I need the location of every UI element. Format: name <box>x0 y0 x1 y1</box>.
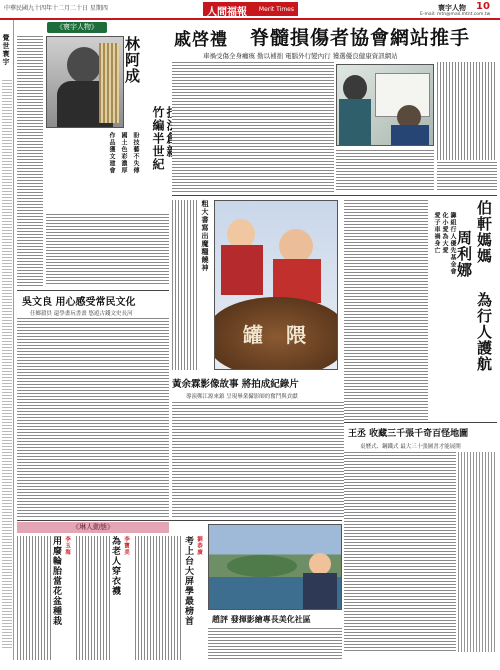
qi-article-text <box>172 62 334 192</box>
text-1 <box>17 536 51 660</box>
tag-bottom: 《琳人動態》 <box>17 522 169 534</box>
bo-article-text <box>344 200 428 420</box>
jar-caption: 粗大書寫出魔糧饒神 <box>201 200 210 272</box>
huang-vertical-text <box>172 200 198 370</box>
rule-bottom <box>17 520 342 521</box>
title-3: 考上台大屏學最榜首 <box>183 536 193 626</box>
bottom-story-3 <box>135 536 205 660</box>
qi-name: 戚啓禮 <box>174 30 228 50</box>
lin-title-a: 竹編半世紀 <box>151 106 165 171</box>
huang-subtitle: 導演鄭江源來鎮 呈現畢業攝影師的奮鬥與貢獻 <box>186 394 298 400</box>
bo-title: 為行人護航 <box>475 292 493 372</box>
wang-subtitle: 桌曆式、鋼鐵式 最大三十張圖書才能展開 <box>360 444 461 450</box>
mural-photo <box>208 524 342 610</box>
lin-subheads <box>101 132 146 212</box>
text-3 <box>135 536 181 660</box>
qi-subtitle: 車禍受傷全身癱瘓 勤以補拙 電腦外行變內行 獲選優良健康資訊網站 <box>203 52 398 60</box>
page-number: 10 <box>476 1 490 12</box>
wu-subtitle: 任鄉殺員 還學畫玩書畫 悠遊古錢文史長河 <box>30 311 133 317</box>
lin-article-text-left <box>17 36 43 286</box>
mural-caption: 趙評 發揮影繪專長美化社區 <box>212 614 311 624</box>
qi-article-text-2 <box>336 150 434 192</box>
lin-name: 林阿成 <box>123 36 141 84</box>
wang-article-text <box>344 452 456 652</box>
section-name: 寰宇人物 <box>438 4 466 12</box>
title-2: 為老人穿衣襪 <box>110 536 120 596</box>
email-line: E-mail: mtn@mail.mtnt.com.tw <box>420 12 491 17</box>
qi-article-text-3 <box>437 162 497 192</box>
lin-article-text <box>46 214 169 286</box>
bo-name-b: 周利娜 <box>455 230 473 278</box>
byline-2: 李寶美 <box>123 536 129 556</box>
rule-wu <box>17 290 169 291</box>
qi-photo <box>336 64 434 146</box>
masthead-logo: 人間福報 Merit Times <box>203 2 298 16</box>
bo-sub-b: 化小愛為大愛 <box>441 212 448 254</box>
wang-vertical-text <box>458 452 497 652</box>
lin-note-a: 作品獲文建會 <box>108 132 115 174</box>
header-rule <box>0 18 500 20</box>
bo-sub-a: 愛子車禍身亡 <box>433 212 440 254</box>
lin-note-c: 盼技藝不失傳 <box>132 132 139 174</box>
mural-text <box>208 628 342 660</box>
rule-wang <box>344 422 497 423</box>
date-line: 中華民國九十四年十二月二十日 星期四 <box>4 5 108 12</box>
wu-article-text <box>17 318 169 518</box>
bo-name-a: 伯軒媽媽 <box>475 200 493 264</box>
wang-title: 王丞 收藏三千張千奇百怪地圖 <box>348 429 469 439</box>
sidebar-text <box>2 80 12 650</box>
wu-title: 吳文良 用心感受常民文化 <box>22 297 136 308</box>
byline-3: 劉恭廣 <box>196 536 202 556</box>
sidebar-label: 覺世寰宇 <box>2 34 10 66</box>
rule-mid <box>172 195 497 196</box>
tag-top: 《寰宇人物》 <box>17 22 169 34</box>
text-2 <box>76 536 110 660</box>
jar-photo: 罐 隈 <box>214 200 338 370</box>
qi-vertical-text <box>437 62 497 160</box>
bottom-story-2 <box>76 536 132 660</box>
sidebar <box>0 20 14 660</box>
bottom-story-1 <box>17 536 73 660</box>
huang-article-text <box>172 402 344 518</box>
byline-1: 李玉海 <box>64 536 70 556</box>
huang-title: 黃余霖影像故事 將拍成紀錄片 <box>172 379 299 390</box>
lin-note-b: 國土色彩濃厚 <box>120 132 127 174</box>
bo-headline <box>430 200 497 420</box>
qi-title: 脊髓損傷者協會網站推手 <box>250 27 471 49</box>
bo-sub-c: 籌組行人優先基金會 <box>449 212 456 275</box>
title-1: 用廢輪胎當花盆種栽 <box>51 536 61 626</box>
lin-portrait-photo <box>46 36 124 128</box>
